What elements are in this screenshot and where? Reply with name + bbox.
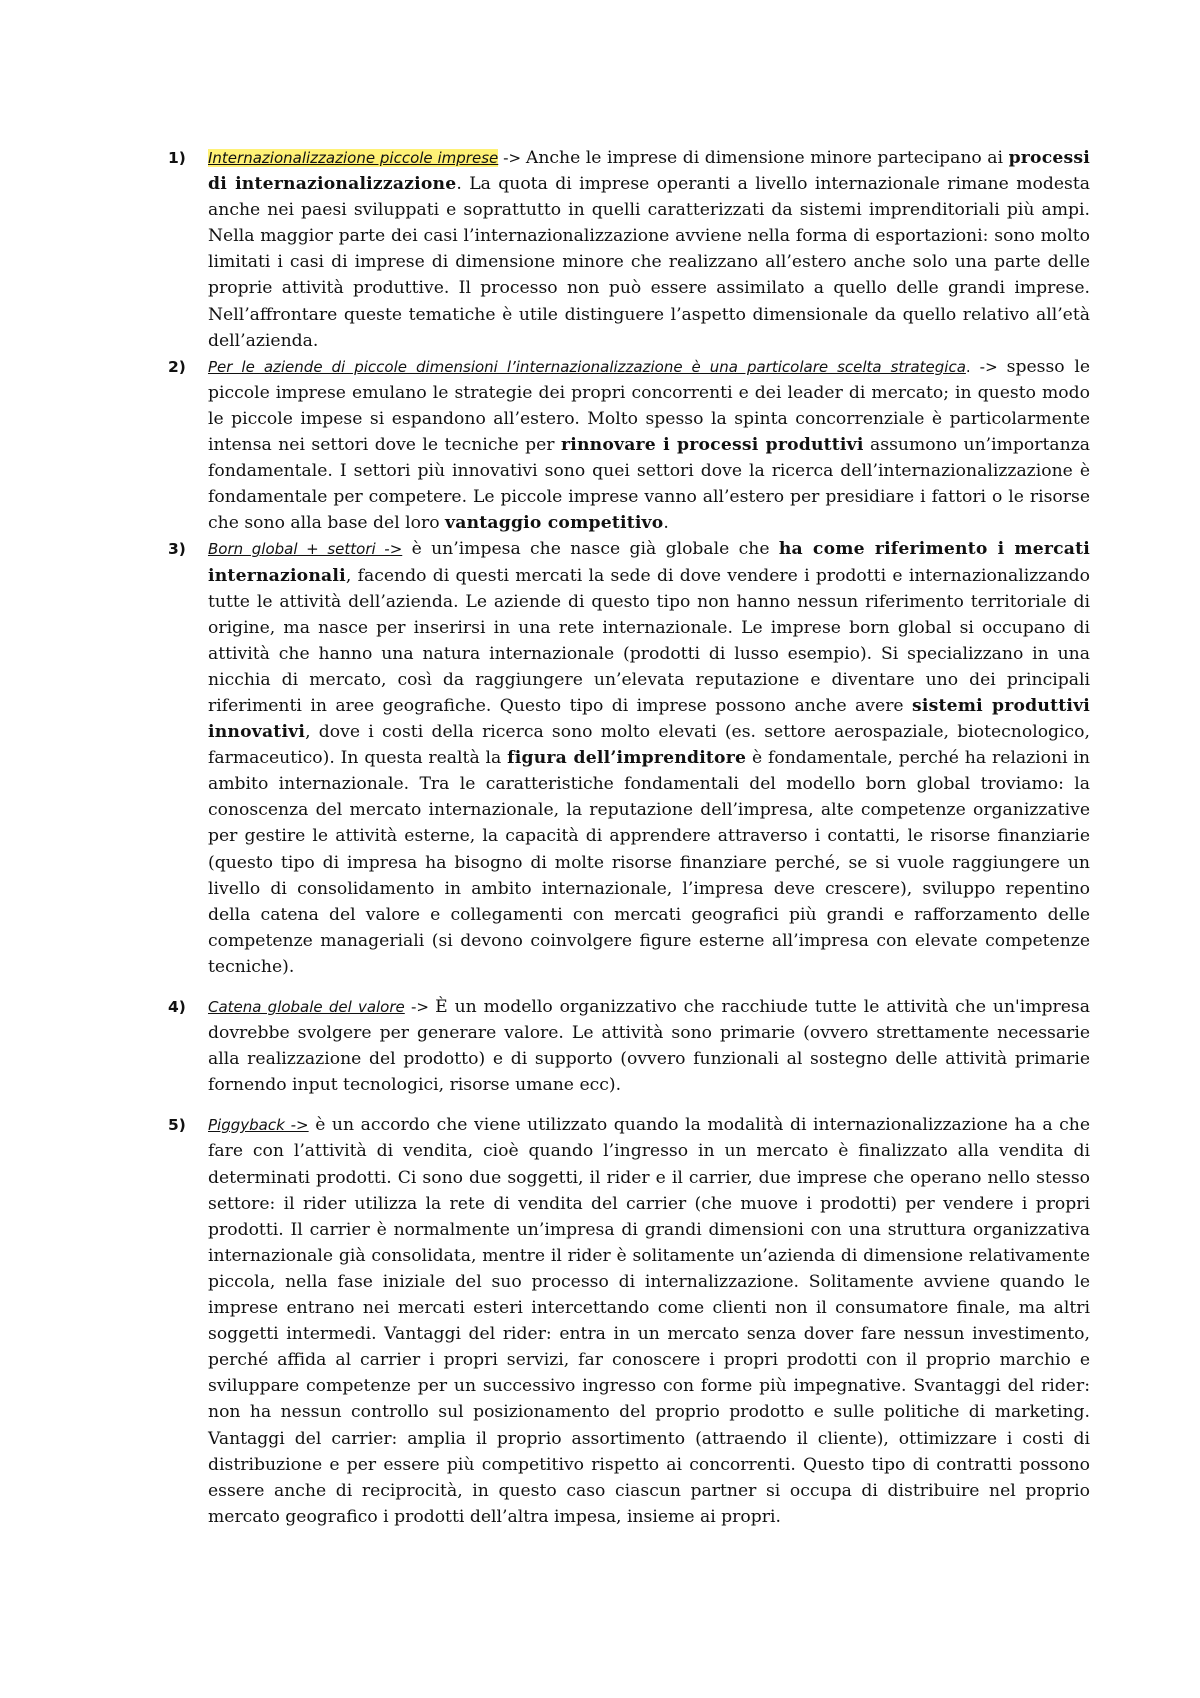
text-run: è un accordo che viene utilizzato quando la modalità di internazionalizzazione ha a che fare con l’attività di vendita, cioè quando l’ingresso in un mercato è finalizzato alla vendita di determinati prodotti. Ci sono due soggetti, il rider e il carrier, due imprese che operano nello stesso settore: il rider utilizza la rete di vendita del carrier (che muove i prodotti) per vendere i propri prodotti. Il carrier è normalmente un’impresa di grandi dimensioni con una struttura organizzativa internazionale già consolidata, mentre il rider è solitamente un’azienda di dimensione relativamente piccola, nella fase iniziale del suo processo di internalizzazione. Solitamente avviene quando le imprese entrano nei mercati esteri intercettando come clienti non il consumatore finale, ma altri soggetti intermedi. Vantaggi del rider: entra in un mercato senza dover fare nessun investimento, perché affida al carrier i propri servizi, far conoscere i propri prodotti con il proprio marchio e sviluppare competenze per un successivo ingresso con forme più impegnative. Svantaggi del rider: non ha nessun controllo sul posizionamento del proprio prodotto e sulle politiche di marketing. Vantaggi del carrier: amplia il proprio assortimento (attraendo il cliente), ottimizzare i costi di distribuzione e per essere più competitivo rispetto ai concorrenti. Questo tipo di contratti possono essere anche di reciprocità, in questo caso ciascun partner si occupa di distribuire nel proprio mercato geografico i prodotti dell’altra impesa, insieme ai propri. [208,1115,1091,1527]
item-number: 3) [168,540,186,559]
list-item [168,145,1090,354]
item-body [208,1112,1090,1530]
item-number: 5) [168,1116,186,1135]
item-heading: Catena globale del valore [208,998,405,1016]
list-item [168,354,1090,537]
text-run: è un’impesa che nasce già globale che [411,539,779,560]
item-heading: Per le aziende di piccole dimensioni l’internazionalizzazione è una particolare scelta strategica [208,357,966,376]
bold-text: vantaggio competitivo [445,513,664,534]
bold-text: sistemi produttivi innovativi [208,695,1091,743]
bold-text: rinnovare i processi produttivi [560,435,864,456]
item-number: 4) [168,998,186,1016]
bold-text: ha come riferimento i mercati internazionali [208,539,1090,586]
text-run [402,539,411,559]
item-number: 1) [168,149,186,167]
arrow-text: -> [498,149,526,167]
arrow-text: -> [404,998,436,1016]
text-run: è fondamentale, perché ha relazioni in ambito internazionale. Tra le caratteristiche fondamentali del modello born global troviamo: la conoscenza del mercato internazionale, la reputazione dell’impresa, alte competenze organizzative per gestire le attività esterne, la capacità di apprendere attraverso i contatti, le risorse finanziarie (questo tipo di impresa ha bisogno di molte risorse finanziare perché, se si vuole raggiungere un livello di consolidamento in ambito internazionale, l’impresa deve crescere), sviluppo repentino della catena del valore e collegamenti con mercati geografici più grandi e rafforzamento delle competenze manageriali (si devono coinvolgere figure esterne all’impresa con elevate competenze tecniche). [208,748,1090,977]
list-item [168,994,1090,1098]
text-run: assumono un’importanza fondamentale. I settori più innovativi sono quei settori dove la ricerca dell’internazionalizzazione è fondamentale per competere. Le piccole imprese vanno all’estero per presidiare i fattori o le risorse che sono alla base del loro [208,435,1091,534]
text-run: spesso le piccole imprese emulano le strategie dei propri concorrenti e dei leader di mercato; in questo modo le piccole impese si espandono all’estero. Molto spesso la spinta concorrenziale è particolarmente intensa nei settori dove le tecniche per [208,356,1090,456]
text-run: , dove i costi della ricerca sono molto elevati (es. settore aerospaziale, biotecnologico, farmaceutico). In questa realtà la [208,722,1090,769]
arrow-text: . -> [965,357,1007,376]
text-run: , facendo di questi mercati la sede di dove vendere i prodotti e internazionalizzando tutte le attività dell’azienda. Le aziende di questo tipo non hanno nessun riferimento territoriale di origine, ma nasce per inserirsi in una rete internazionale. Le imprese born global si occupano di attività che hanno una natura internazionale (prodotti di lusso esempio). Si specializzano in una nicchia di mercato, così da raggiungere un’elevata reputazione e diventare uno dei principali riferimenti in aree geografiche. Questo tipo di imprese possono anche avere [208,565,1090,716]
list-item [168,1112,1090,1530]
item-number: 2) [168,357,186,376]
item-body [208,354,1090,537]
text-run: . La quota di imprese operanti a livello internazionale rimane modesta anche nei paesi sviluppati e soprattutto in quelli caratterizzati da sistemi imprenditoriali più ampi. Nella maggior parte dei casi l’internazionalizzazione avviene nella forma di esportazioni: sono molto limitati i casi di imprese di dimensione minore che realizzano all’estero anche solo una parte delle proprie attività produttive. Il processo non può essere assimilato a quello delle grandi imprese. Nell’affrontare queste tematiche è utile distinguere l’aspetto dimensionale da quello relativo all’età dell’azienda. [208,174,1090,351]
item-body [208,536,1090,980]
bold-text: processi di internazionalizzazione [208,148,1090,195]
bold-text: figura dell’imprenditore [507,748,747,769]
text-run: È un modello organizzativo che racchiude tutte le attività che un'impresa dovrebbe svolgere per generare valore. Le attività sono primarie (ovvero strettamente necessarie alla realizzazione del prodotto) e di supporto (ovvero funzionali al sostegno delle attività primarie fornendo input tecnologici, risorse umane ecc). [208,997,1090,1096]
item-heading-highlighted: Internazionalizzazione piccole imprese [208,149,499,167]
document-page [168,145,1090,1530]
list-item [168,536,1090,980]
text-run: . [663,513,669,534]
item-body [208,145,1090,354]
item-heading: Born global + settori -> [208,540,403,559]
item-heading: Piggyback -> [208,1116,309,1135]
item-body [208,994,1090,1098]
text-run: Anche le imprese di dimensione minore partecipano ai [525,148,1009,168]
